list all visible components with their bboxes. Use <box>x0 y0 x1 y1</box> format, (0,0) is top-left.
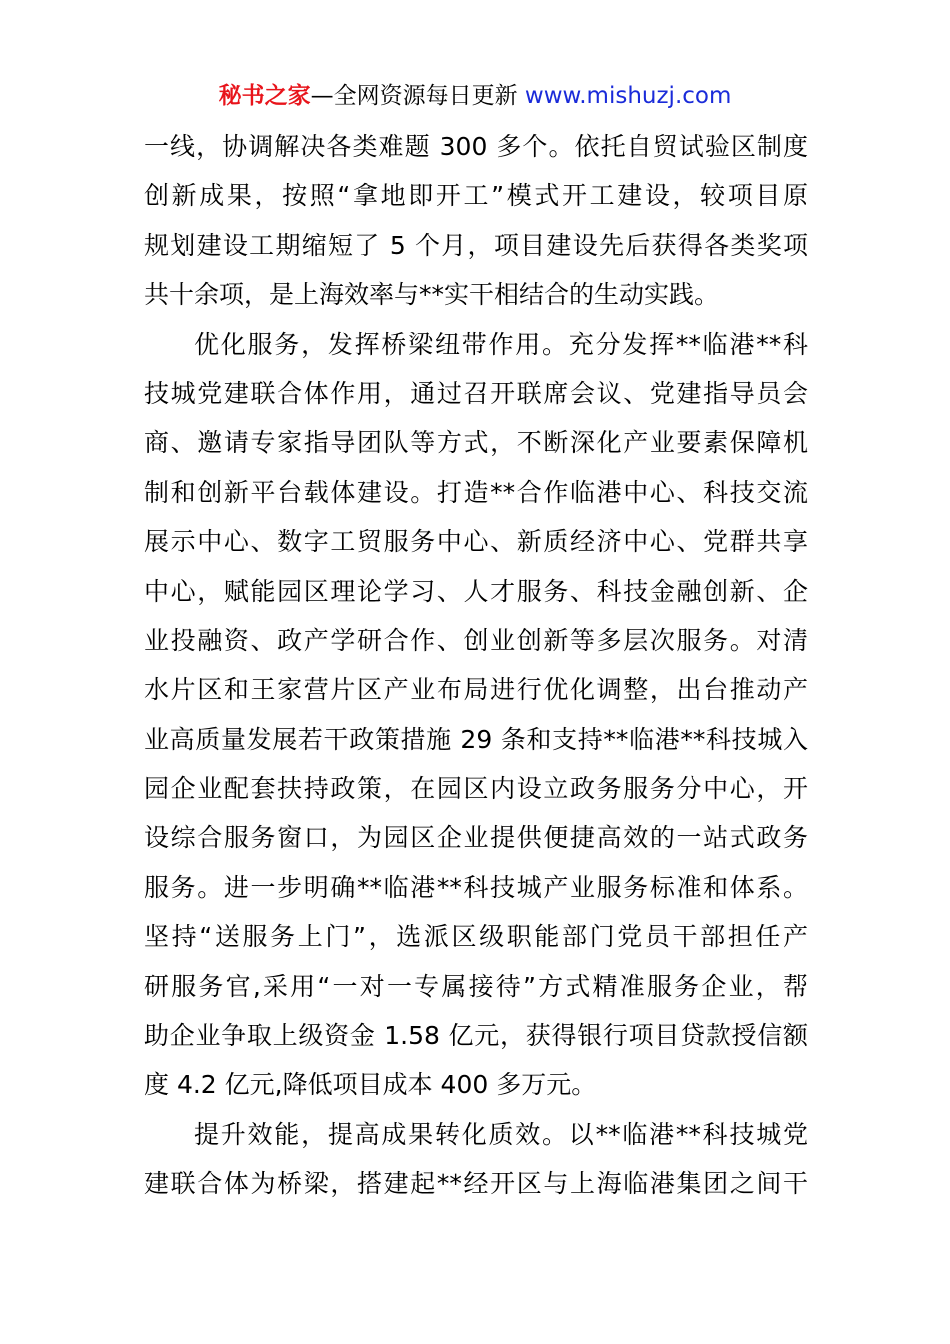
website-link[interactable]: www.mishuzj.com <box>524 83 732 109</box>
header-tagline: —全网资源每日更新 <box>310 83 518 109</box>
text-line: 坚持“送服务上门”，选派区级职能部门党员干部担任产 <box>144 922 808 952</box>
text-line: 设综合服务窗口，为园区企业提供便捷高效的一站式政务 <box>144 823 808 853</box>
document-body <box>144 127 808 1214</box>
text-line: 中心，赋能园区理论学习、人才服务、科技金融创新、企 <box>144 576 808 606</box>
text-line: 研服务官,采用“一对一专属接待”方式精准服务企业，帮 <box>144 971 808 1001</box>
text-line: 业投融资、政产学研合作、创业创新等多层次服务。对清 <box>144 625 808 655</box>
text-line: 建联合体为桥梁，搭建起**经开区与上海临港集团之间干 <box>144 1169 808 1199</box>
text-line: 助企业争取上级资金 1.58 亿元，获得银行项目贷款授信额 <box>144 1021 808 1051</box>
text-line: 度 4.2 亿元,降低项目成本 400 多万元。 <box>144 1070 597 1100</box>
text-line: 展示中心、数字工贸服务中心、新质经济中心、党群共享 <box>144 527 808 557</box>
page-header <box>0 80 950 112</box>
text-line: 共十余项，是上海效率与**实干相结合的生动实践。 <box>144 280 720 310</box>
paragraph-first-line: 优化服务，发挥桥梁纽带作用。充分发挥**临港**科 <box>194 329 808 359</box>
brand-name: 秘书之家 <box>218 83 311 109</box>
text-line: 服务。进一步明确**临港**科技城产业服务标准和体系。 <box>144 872 808 902</box>
text-line: 规划建设工期缩短了 5 个月，项目建设先后获得各类奖项 <box>144 230 808 260</box>
text-line: 商、邀请专家指导团队等方式，不断深化产业要素保障机 <box>144 428 808 458</box>
text-line: 创新成果，按照“拿地即开工”模式开工建设，较项目原 <box>144 181 808 211</box>
text-line: 业高质量发展若干政策措施 29 条和支持**临港**科技城入 <box>144 724 808 754</box>
paragraph-first-line: 提升效能，提高成果转化质效。以**临港**科技城党 <box>194 1119 808 1149</box>
text-line: 制和创新平台载体建设。打造**合作临港中心、科技交流 <box>144 477 808 507</box>
text-line: 一线，协调解决各类难题 300 多个。依托自贸试验区制度 <box>144 132 808 161</box>
text-line: 水片区和王家营片区产业布局进行优化调整，出台推动产 <box>144 675 808 705</box>
text-line: 技城党建联合体作用，通过召开联席会议、党建指导员会 <box>144 378 808 408</box>
text-line: 园企业配套扶持政策，在园区内设立政务服务分中心，开 <box>144 774 808 804</box>
